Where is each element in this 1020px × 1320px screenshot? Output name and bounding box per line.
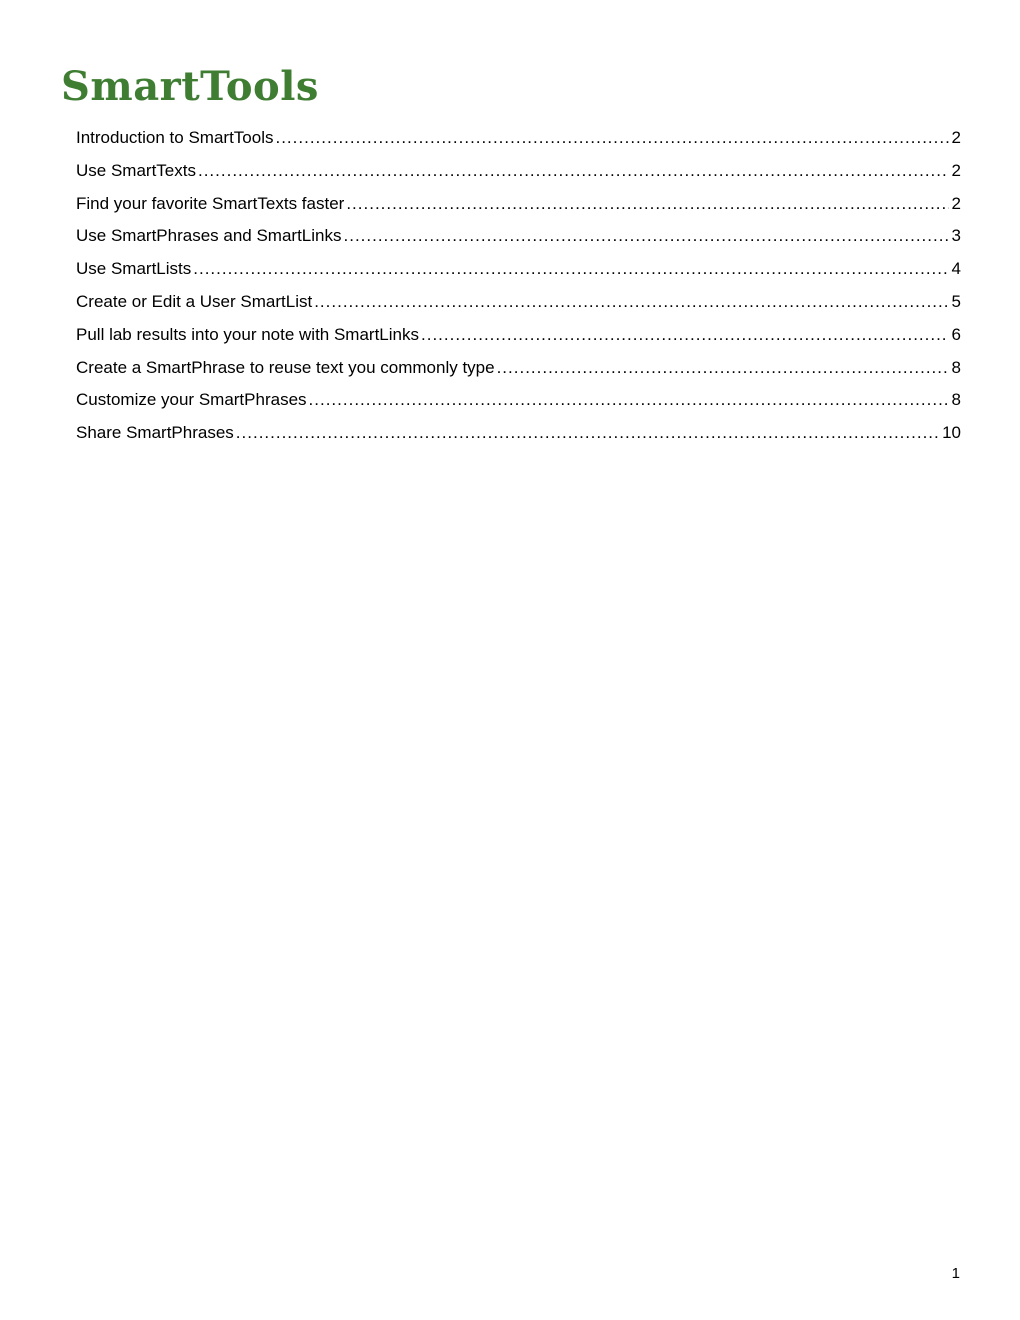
toc-entry-text[interactable]: Create or Edit a User SmartList [76,291,313,311]
toc-entry-text[interactable]: Use SmartTexts [76,160,196,180]
toc-entry[interactable] [76,157,961,190]
toc-entry-page[interactable]: 8 [951,357,961,377]
toc-leader-dots [236,419,939,447]
toc-entry[interactable] [76,124,961,157]
toc-leader-dots [193,255,948,283]
toc-leader-dots [275,124,948,152]
toc-entry-page[interactable]: 10 [942,423,961,443]
toc-entry-page[interactable]: 2 [951,128,961,147]
toc-entry-page[interactable]: 6 [951,324,961,344]
toc-entry[interactable] [76,190,961,223]
toc-entry-text[interactable]: Share SmartPhrases [76,423,234,443]
toc-leader-dots [421,321,949,349]
toc-entry-page[interactable]: 5 [951,291,961,311]
toc-entry-text[interactable]: Introduction to SmartTools [76,128,274,147]
toc-entry-page[interactable]: 3 [951,226,961,246]
document-title: SmartTools [61,63,319,110]
toc-leader-dots [314,288,948,316]
toc-entry[interactable] [76,255,961,288]
toc-entry-text[interactable]: Customize your SmartPhrases [76,390,307,410]
toc-entry-page[interactable]: 2 [951,193,961,213]
toc-entry-text[interactable]: Use SmartPhrases and SmartLinks [76,226,342,246]
toc-entry[interactable] [76,354,961,387]
toc-entry-text[interactable]: Find your favorite SmartTexts faster [76,193,345,213]
toc-entry[interactable] [76,288,961,321]
toc-leader-dots [309,386,949,414]
toc-leader-dots [346,190,948,218]
toc-entry-text[interactable]: Use SmartLists [76,259,192,279]
toc-entry[interactable] [76,386,961,419]
toc-entry-page[interactable]: 8 [951,390,961,410]
table-of-contents [76,124,961,452]
toc-entry[interactable] [76,419,961,452]
toc-entry-page[interactable]: 4 [951,259,961,279]
toc-entry-page[interactable]: 2 [951,160,961,180]
toc-entry-text[interactable]: Create a SmartPhrase to reuse text you commonly type [76,357,495,377]
page-number: 1 [951,1265,960,1282]
toc-entry-text[interactable]: Pull lab results into your note with SmartLinks [76,324,419,344]
toc-entry[interactable] [76,222,961,255]
toc-entry[interactable] [76,321,961,354]
toc-leader-dots [198,157,949,185]
toc-leader-dots [344,222,949,250]
toc-leader-dots [497,354,949,382]
